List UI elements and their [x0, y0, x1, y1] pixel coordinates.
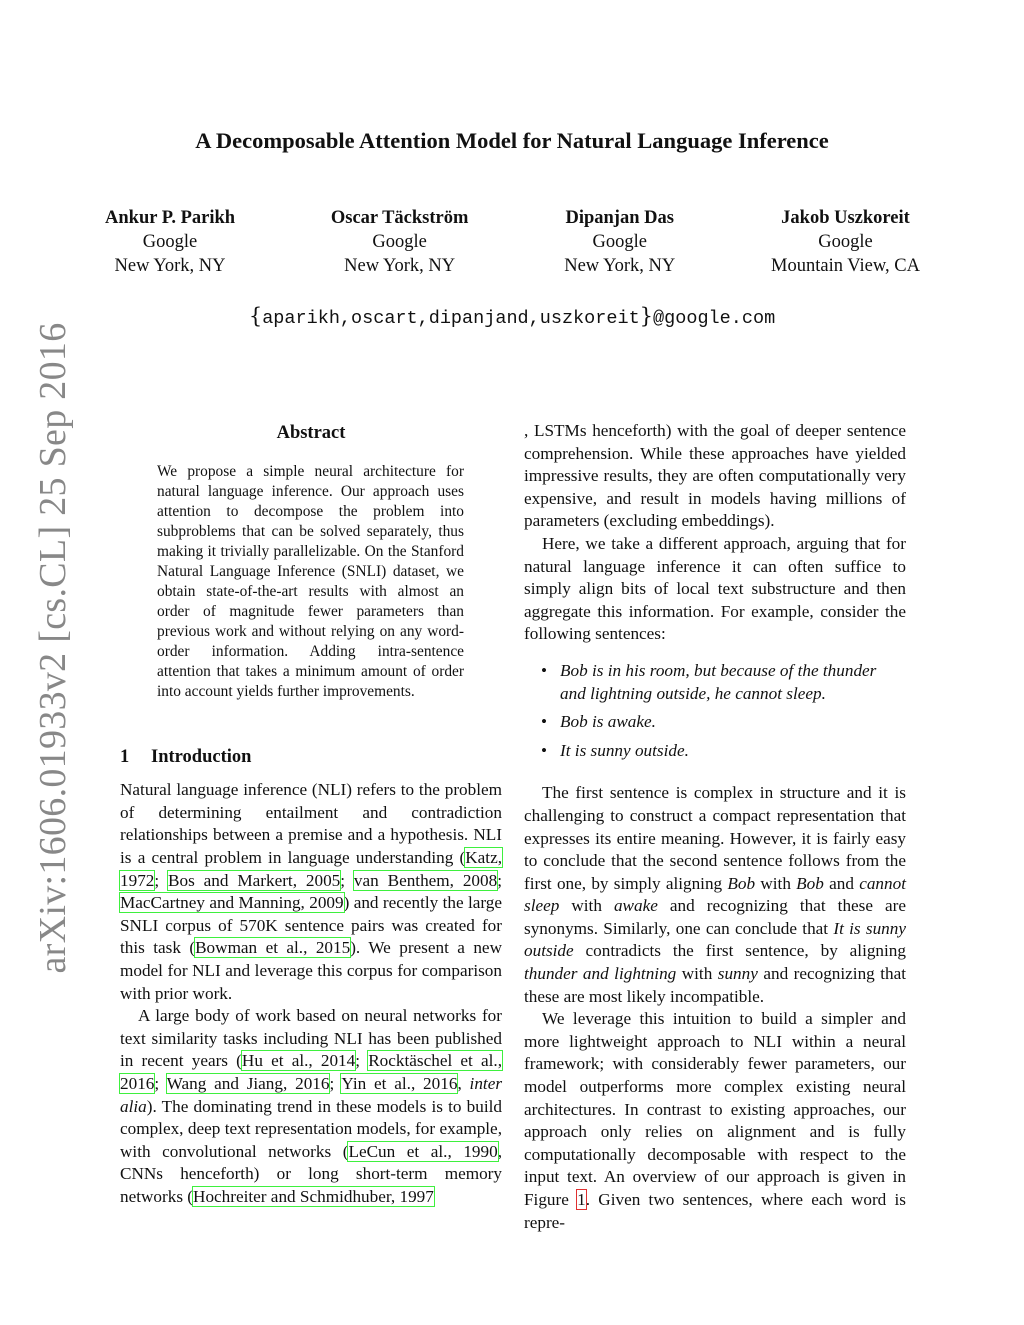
citation-link[interactable]: Yin et al., 2016 — [341, 1073, 458, 1093]
intro-paragraph-3: Here, we take a different approach, arguing that for natural language inference it can often suffice to simply align bits of local text substructure and then aggregate this information. For example, consider the following sentences: — [524, 533, 906, 644]
citation-link[interactable]: Hu et al., 2014 — [241, 1051, 356, 1071]
citation-link[interactable]: MacCartney and Manning, 2009 — [120, 893, 344, 913]
author-affiliation: Google — [818, 232, 873, 252]
author-name: Jakob Uszkoreit — [781, 208, 910, 228]
example-sentence-list — [524, 660, 906, 762]
author-block — [105, 206, 235, 278]
intro-paragraph-4: The first sentence is complex in structure and it is challenging to construct a compact representation that expresses its entire meaning. However, it is fairly easy to conclude that the second sentence follows from the first one, by simply aligning Bob with Bob and cannot sleep with awake and recognizing that these are synonyms. Similarly, one can conclude that It is sunny outside contradicts the first sentence, by aligning thunder and lightning with sunny and recognizing that these are most likely incompatible. — [524, 783, 906, 1006]
intro-paragraph-1: Natural language inference (NLI) refers to the problem of determining entailment and contradiction relationships between a premise and a hypothesis. NLI is a central problem in language understanding (Katz, 1972; Bos and Markert, 2005; van Benthem, 2008; MacCartney and Manning, 2009) and recently the large SNLI corpus of 570K sentence pairs was created for this task (Bowman et al., 2015). We present a new model for NLI and leverage this corpus for comparison with prior work. — [120, 780, 502, 1003]
list-item: • Bob is awake. — [560, 711, 906, 734]
author-name: Oscar Täckström — [330, 208, 469, 228]
arxiv-identifier-stamp: arXiv:1606.01933v2 [cs.CL] 25 Sep 2016 — [32, 322, 74, 974]
author-location: New York, NY — [564, 256, 676, 276]
citation-link[interactable]: Rocktäschel et al., 2016 — [120, 1051, 502, 1093]
section-heading-introduction: 1 Introduction — [120, 746, 252, 767]
author-emails: {aparikh,oscart,dipanjand,uszkoreit}@google.com — [248, 304, 776, 329]
author-location: Mountain View, CA — [771, 256, 920, 276]
author-affiliation: Google — [142, 232, 198, 252]
author-affiliation: Google — [592, 232, 647, 252]
abstract-text: We propose a simple neural architecture for natural language inference. Our approach uses attention to decompose the problem into subproblems that can be solved separately, thus making it trivially parallelizable. On the Stanford Natural Language Inference (SNLI) dataset, we obtain state-of-the-art results with almost an order of magnitude fewer parameters than previous work and without relying on any word-order information. Adding intra-sentence attention that takes a minimum amount of order into account yields further improvements. — [157, 462, 464, 700]
citation-link[interactable]: van Benthem, 2008 — [353, 870, 498, 890]
citation-link[interactable]: Bowman et al., 2015 — [195, 938, 351, 958]
author-block — [564, 206, 675, 278]
left-column — [120, 420, 502, 1208]
citation-link[interactable]: Hochreiter and Schmidhuber, 1997 — [193, 1186, 434, 1206]
citation-link[interactable]: Wang and Jiang, 2016 — [166, 1073, 330, 1093]
author-location: New York, NY — [114, 256, 226, 276]
list-item: • It is sunny outside. — [560, 740, 906, 763]
right-column — [524, 420, 906, 1234]
author-location: New York, NY — [344, 256, 456, 276]
citation-link[interactable]: Katz, 1972 — [120, 847, 502, 890]
list-item: • Bob is in his room, but because of the thunder and lightning outside, he cannot sleep. — [560, 660, 906, 705]
author-name: Dipanjan Das — [565, 208, 674, 228]
paper-title: A Decomposable Attention Model for Natural Language Inference — [195, 128, 829, 153]
citation-link[interactable]: LeCun et al., 1990 — [348, 1141, 498, 1161]
abstract-heading: Abstract — [276, 423, 346, 443]
intro-paragraph-2-continued: , LSTMs henceforth) with the goal of deeper sentence comprehension. While these approaches have yielded impressive results, they are often computationally very expensive, and result in models having millions of parameters (excluding embeddings). — [524, 421, 906, 531]
author-block — [771, 206, 920, 278]
author-list — [105, 206, 920, 278]
author-block — [331, 206, 469, 278]
citation-link[interactable]: Bos and Markert, 2005 — [168, 870, 341, 890]
author-name: Ankur P. Parikh — [105, 208, 236, 228]
intro-paragraph-2: A large body of work based on neural networks for text similarity tasks including NLI has been published in recent years (Hu et al., 2014; Rocktäschel et al., 2016; Wang and Jiang, 2016; Yin et al., 2016, inter alia). The dominating trend in these models is to build complex, deep text representation models, for example, with convolutional networks (LeCun et al., 1990, CNNs henceforth) or long short-term memory networks (Hochreiter and Schmidhuber, 1997 — [120, 1006, 503, 1206]
figure-reference-link[interactable]: 1 — [577, 1190, 586, 1209]
author-affiliation: Google — [372, 232, 427, 252]
intro-paragraph-5: We leverage this intuition to build a simpler and more lightweight approach to NLI within a neural framework; with considerably fewer parameters, our model outperforms more complex existing neural architectures. In contrast to existing approaches, our approach only relies on alignment and is fully computationally decomposable with respect to the input text. An overview of our approach is given in Figure 1. Given two sentences, where each word is repre- — [524, 1009, 906, 1232]
